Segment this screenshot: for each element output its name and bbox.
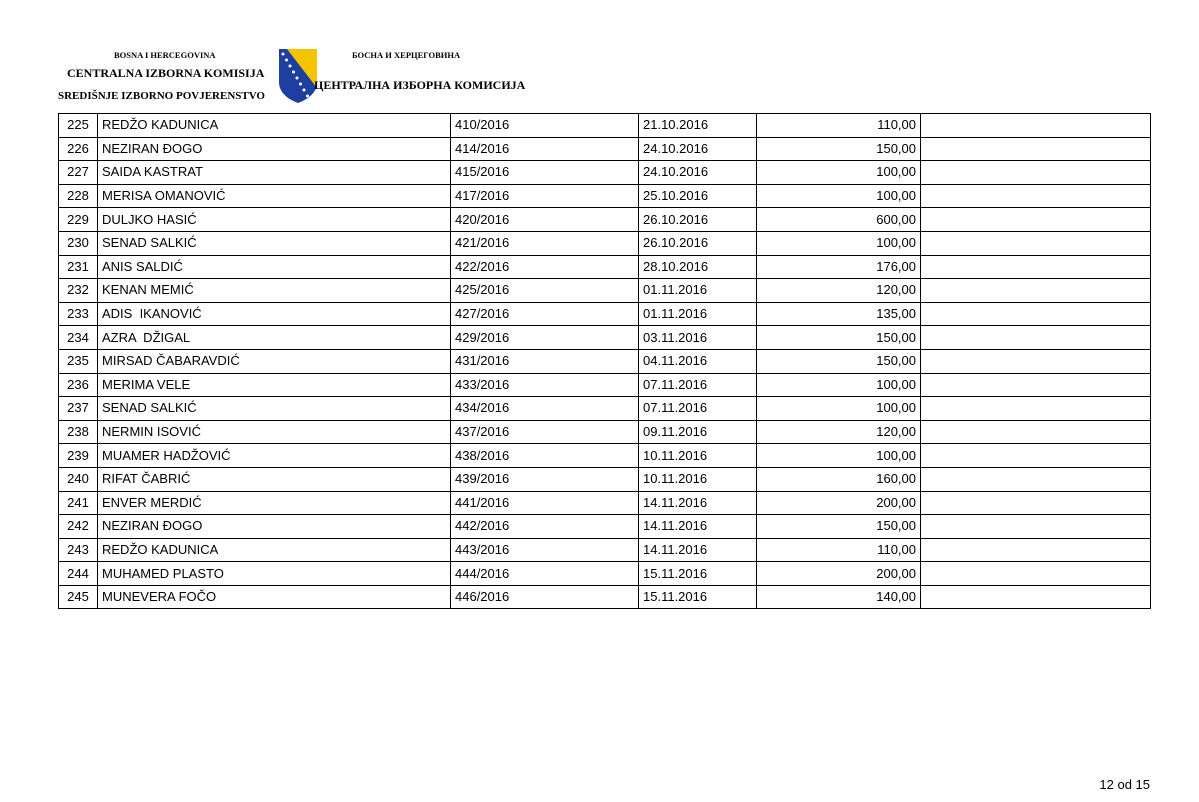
row-number-cell: 236 bbox=[59, 373, 98, 397]
amount-cell: 100,00 bbox=[757, 184, 921, 208]
recipient-name-cell: REDŽO KADUNICA bbox=[98, 114, 451, 138]
amount-cell: 110,00 bbox=[757, 114, 921, 138]
reference-number-cell: 417/2016 bbox=[451, 184, 639, 208]
recipient-name-cell: RIFAT ČABRIĆ bbox=[98, 467, 451, 491]
note-cell bbox=[921, 184, 1151, 208]
table-row bbox=[59, 302, 1151, 326]
row-number-cell: 239 bbox=[59, 444, 98, 468]
table-row bbox=[59, 491, 1151, 515]
table-row bbox=[59, 420, 1151, 444]
amount-cell: 600,00 bbox=[757, 208, 921, 232]
row-number-cell: 229 bbox=[59, 208, 98, 232]
reference-number-cell: 429/2016 bbox=[451, 326, 639, 350]
latin-body-name: SREDIŠNJE IZBORNO POVJERENSTVO bbox=[58, 90, 265, 102]
reference-number-cell: 414/2016 bbox=[451, 137, 639, 161]
note-cell bbox=[921, 137, 1151, 161]
note-cell bbox=[921, 255, 1151, 279]
reference-number-cell: 410/2016 bbox=[451, 114, 639, 138]
record-date-cell: 15.11.2016 bbox=[639, 562, 757, 586]
recipient-name-cell: MERISA OMANOVIĆ bbox=[98, 184, 451, 208]
amount-cell: 120,00 bbox=[757, 420, 921, 444]
record-date-cell: 14.11.2016 bbox=[639, 491, 757, 515]
table-row bbox=[59, 255, 1151, 279]
note-cell bbox=[921, 397, 1151, 421]
table-row bbox=[59, 515, 1151, 539]
record-date-cell: 04.11.2016 bbox=[639, 349, 757, 373]
reference-number-cell: 441/2016 bbox=[451, 491, 639, 515]
table-row bbox=[59, 279, 1151, 303]
reference-number-cell: 433/2016 bbox=[451, 373, 639, 397]
recipient-name-cell: KENAN MEMIĆ bbox=[98, 279, 451, 303]
record-date-cell: 07.11.2016 bbox=[639, 397, 757, 421]
note-cell bbox=[921, 562, 1151, 586]
reference-number-cell: 421/2016 bbox=[451, 231, 639, 255]
table-row bbox=[59, 114, 1151, 138]
note-cell bbox=[921, 279, 1151, 303]
note-cell bbox=[921, 208, 1151, 232]
recipient-name-cell: MERIMA VELE bbox=[98, 373, 451, 397]
record-date-cell: 14.11.2016 bbox=[639, 515, 757, 539]
amount-cell: 100,00 bbox=[757, 161, 921, 185]
amount-cell: 140,00 bbox=[757, 585, 921, 609]
amount-cell: 150,00 bbox=[757, 515, 921, 539]
note-cell bbox=[921, 373, 1151, 397]
amount-cell: 100,00 bbox=[757, 231, 921, 255]
note-cell bbox=[921, 302, 1151, 326]
record-date-cell: 26.10.2016 bbox=[639, 208, 757, 232]
record-date-cell: 28.10.2016 bbox=[639, 255, 757, 279]
row-number-cell: 230 bbox=[59, 231, 98, 255]
record-date-cell: 01.11.2016 bbox=[639, 279, 757, 303]
note-cell bbox=[921, 349, 1151, 373]
record-date-cell: 03.11.2016 bbox=[639, 326, 757, 350]
row-number-cell: 235 bbox=[59, 349, 98, 373]
recipient-name-cell: ADIS IKANOVIĆ bbox=[98, 302, 451, 326]
records-table bbox=[58, 113, 1151, 609]
table-row bbox=[59, 326, 1151, 350]
row-number-cell: 242 bbox=[59, 515, 98, 539]
reference-number-cell: 439/2016 bbox=[451, 467, 639, 491]
table-row bbox=[59, 373, 1151, 397]
row-number-cell: 231 bbox=[59, 255, 98, 279]
row-number-cell: 238 bbox=[59, 420, 98, 444]
recipient-name-cell: SENAD SALKIĆ bbox=[98, 231, 451, 255]
reference-number-cell: 427/2016 bbox=[451, 302, 639, 326]
reference-number-cell: 420/2016 bbox=[451, 208, 639, 232]
recipient-name-cell: NEZIRAN ĐOGO bbox=[98, 137, 451, 161]
table-row bbox=[59, 184, 1151, 208]
latin-country-name: BOSNA I HERCEGOVINA bbox=[114, 50, 216, 60]
reference-number-cell: 437/2016 bbox=[451, 420, 639, 444]
row-number-cell: 232 bbox=[59, 279, 98, 303]
record-date-cell: 26.10.2016 bbox=[639, 231, 757, 255]
row-number-cell: 234 bbox=[59, 326, 98, 350]
amount-cell: 150,00 bbox=[757, 137, 921, 161]
records-table-body bbox=[59, 114, 1151, 609]
recipient-name-cell: MUAMER HADŽOVIĆ bbox=[98, 444, 451, 468]
table-row bbox=[59, 585, 1151, 609]
amount-cell: 150,00 bbox=[757, 326, 921, 350]
note-cell bbox=[921, 114, 1151, 138]
note-cell bbox=[921, 420, 1151, 444]
recipient-name-cell: MIRSAD ČABARAVDIĆ bbox=[98, 349, 451, 373]
row-number-cell: 244 bbox=[59, 562, 98, 586]
amount-cell: 200,00 bbox=[757, 491, 921, 515]
reference-number-cell: 443/2016 bbox=[451, 538, 639, 562]
table-row bbox=[59, 538, 1151, 562]
table-row bbox=[59, 397, 1151, 421]
row-number-cell: 225 bbox=[59, 114, 98, 138]
note-cell bbox=[921, 467, 1151, 491]
row-number-cell: 241 bbox=[59, 491, 98, 515]
row-number-cell: 243 bbox=[59, 538, 98, 562]
reference-number-cell: 434/2016 bbox=[451, 397, 639, 421]
row-number-cell: 237 bbox=[59, 397, 98, 421]
note-cell bbox=[921, 326, 1151, 350]
table-row bbox=[59, 137, 1151, 161]
record-date-cell: 07.11.2016 bbox=[639, 373, 757, 397]
reference-number-cell: 442/2016 bbox=[451, 515, 639, 539]
row-number-cell: 228 bbox=[59, 184, 98, 208]
note-cell bbox=[921, 538, 1151, 562]
record-date-cell: 10.11.2016 bbox=[639, 467, 757, 491]
record-date-cell: 14.11.2016 bbox=[639, 538, 757, 562]
table-row bbox=[59, 562, 1151, 586]
amount-cell: 110,00 bbox=[757, 538, 921, 562]
recipient-name-cell: REDŽO KADUNICA bbox=[98, 538, 451, 562]
table-row bbox=[59, 231, 1151, 255]
record-date-cell: 21.10.2016 bbox=[639, 114, 757, 138]
recipient-name-cell: DULJKO HASIĆ bbox=[98, 208, 451, 232]
amount-cell: 160,00 bbox=[757, 467, 921, 491]
table-row bbox=[59, 161, 1151, 185]
amount-cell: 135,00 bbox=[757, 302, 921, 326]
row-number-cell: 226 bbox=[59, 137, 98, 161]
note-cell bbox=[921, 231, 1151, 255]
record-date-cell: 09.11.2016 bbox=[639, 420, 757, 444]
amount-cell: 100,00 bbox=[757, 373, 921, 397]
record-date-cell: 24.10.2016 bbox=[639, 137, 757, 161]
reference-number-cell: 415/2016 bbox=[451, 161, 639, 185]
recipient-name-cell: NEZIRAN ĐOGO bbox=[98, 515, 451, 539]
record-date-cell: 10.11.2016 bbox=[639, 444, 757, 468]
amount-cell: 200,00 bbox=[757, 562, 921, 586]
recipient-name-cell: MUHAMED PLASTO bbox=[98, 562, 451, 586]
reference-number-cell: 431/2016 bbox=[451, 349, 639, 373]
note-cell bbox=[921, 515, 1151, 539]
table-row bbox=[59, 444, 1151, 468]
amount-cell: 100,00 bbox=[757, 444, 921, 468]
page-number: 12 od 15 bbox=[1099, 777, 1150, 792]
amount-cell: 100,00 bbox=[757, 397, 921, 421]
recipient-name-cell: ENVER MERDIĆ bbox=[98, 491, 451, 515]
note-cell bbox=[921, 491, 1151, 515]
record-date-cell: 01.11.2016 bbox=[639, 302, 757, 326]
note-cell bbox=[921, 585, 1151, 609]
recipient-name-cell: NERMIN ISOVIĆ bbox=[98, 420, 451, 444]
row-number-cell: 227 bbox=[59, 161, 98, 185]
recipient-name-cell: SENAD SALKIĆ bbox=[98, 397, 451, 421]
reference-number-cell: 444/2016 bbox=[451, 562, 639, 586]
reference-number-cell: 438/2016 bbox=[451, 444, 639, 468]
row-number-cell: 245 bbox=[59, 585, 98, 609]
cyrillic-country-name: БОСНА И ХЕРЦЕГОВИНА bbox=[352, 50, 461, 60]
amount-cell: 176,00 bbox=[757, 255, 921, 279]
bih-coat-of-arms-icon bbox=[278, 48, 318, 104]
amount-cell: 120,00 bbox=[757, 279, 921, 303]
recipient-name-cell: SAIDA KASTRAT bbox=[98, 161, 451, 185]
document-header bbox=[58, 44, 578, 112]
note-cell bbox=[921, 444, 1151, 468]
table-row bbox=[59, 208, 1151, 232]
row-number-cell: 233 bbox=[59, 302, 98, 326]
table-row bbox=[59, 467, 1151, 491]
reference-number-cell: 425/2016 bbox=[451, 279, 639, 303]
note-cell bbox=[921, 161, 1151, 185]
reference-number-cell: 446/2016 bbox=[451, 585, 639, 609]
record-date-cell: 15.11.2016 bbox=[639, 585, 757, 609]
table-row bbox=[59, 349, 1151, 373]
amount-cell: 150,00 bbox=[757, 349, 921, 373]
recipient-name-cell: AZRA DŽIGAL bbox=[98, 326, 451, 350]
record-date-cell: 25.10.2016 bbox=[639, 184, 757, 208]
latin-commission-name: CENTRALNA IZBORNA KOMISIJA bbox=[67, 66, 265, 80]
record-date-cell: 24.10.2016 bbox=[639, 161, 757, 185]
recipient-name-cell: MUNEVERA FOČO bbox=[98, 585, 451, 609]
row-number-cell: 240 bbox=[59, 467, 98, 491]
reference-number-cell: 422/2016 bbox=[451, 255, 639, 279]
recipient-name-cell: ANIS SALDIĆ bbox=[98, 255, 451, 279]
cyrillic-commission-name: ЦЕНТРАЛНА ИЗБОРНА КОМИСИЈА bbox=[314, 78, 526, 92]
